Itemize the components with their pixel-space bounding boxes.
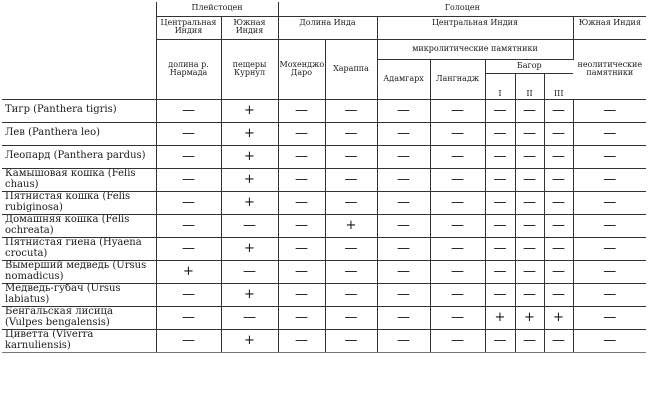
species-rows	[2, 99, 646, 352]
cell-value: —	[544, 168, 573, 191]
table-row	[2, 260, 646, 283]
cell-value: —	[325, 145, 377, 168]
species-name: Лев (Panthera leo)	[2, 122, 156, 145]
cell-value: —	[278, 168, 325, 191]
cell-value: —	[430, 191, 485, 214]
cell-value: —	[377, 168, 430, 191]
cell-value: —	[156, 99, 221, 122]
cell-value: —	[221, 260, 278, 283]
cell-value: —	[573, 306, 646, 329]
cell-value: —	[156, 329, 221, 352]
cell-value: —	[278, 306, 325, 329]
cell-value: —	[278, 237, 325, 260]
table-row	[2, 122, 646, 145]
cell-value: —	[278, 283, 325, 306]
species-header-cell	[2, 2, 156, 99]
cell-value: —	[485, 145, 515, 168]
cell-value: —	[573, 214, 646, 237]
cell-value: +	[221, 99, 278, 122]
species-name: Вымерший медведь (Ursus nomadicus)	[2, 260, 156, 283]
cell-value: —	[515, 329, 544, 352]
cell-value: —	[544, 191, 573, 214]
header-narmada: долина р. Нармада	[156, 39, 221, 99]
cell-value: —	[573, 283, 646, 306]
cell-value: —	[325, 237, 377, 260]
header-pleistocene: Плейстоцен	[156, 2, 278, 16]
species-name: Домашняя кошка (Felis ochreata)	[2, 214, 156, 237]
cell-value: —	[325, 329, 377, 352]
cell-value: —	[485, 214, 515, 237]
cell-value: —	[573, 191, 646, 214]
cell-value: —	[278, 260, 325, 283]
cell-value: —	[156, 283, 221, 306]
cell-value: —	[515, 168, 544, 191]
cell-value: —	[515, 122, 544, 145]
cell-value: —	[325, 306, 377, 329]
cell-value: —	[430, 122, 485, 145]
cell-value: +	[221, 168, 278, 191]
cell-value: —	[573, 329, 646, 352]
cell-value: —	[430, 329, 485, 352]
cell-value: —	[278, 191, 325, 214]
header-neolithic: неолитические памятники	[573, 39, 646, 99]
cell-value: +	[221, 145, 278, 168]
cell-value: —	[573, 260, 646, 283]
cell-value: —	[156, 122, 221, 145]
header-langhnaj: Лангнадж	[430, 59, 485, 99]
cell-value: +	[156, 260, 221, 283]
cell-value: —	[430, 283, 485, 306]
cell-value: —	[573, 122, 646, 145]
cell-value: —	[515, 260, 544, 283]
header-adamgarh: Адамгарх	[377, 59, 430, 99]
species-name: Бенгальская лисица (Vulpes bengalensis)	[2, 306, 156, 329]
cell-value: +	[221, 191, 278, 214]
table-row	[2, 214, 646, 237]
header-indus-valley: Долина Инда	[278, 16, 377, 39]
header-south-india: Южная Индия	[221, 16, 278, 39]
cell-value: —	[278, 145, 325, 168]
cell-value: —	[515, 214, 544, 237]
table-row	[2, 145, 646, 168]
cell-value: —	[221, 214, 278, 237]
cell-value: —	[156, 168, 221, 191]
header-central-india: Центральная Индия	[156, 16, 221, 39]
cell-value: —	[430, 237, 485, 260]
table-row	[2, 283, 646, 306]
cell-value: —	[377, 283, 430, 306]
cell-value: —	[544, 99, 573, 122]
header-holocene: Голоцен	[278, 2, 646, 16]
cell-value: —	[485, 168, 515, 191]
species-name: Пятнистая гиена (Hyaena crocuta)	[2, 237, 156, 260]
cell-value: —	[377, 99, 430, 122]
cell-value: —	[430, 260, 485, 283]
cell-value: —	[515, 237, 544, 260]
table-row	[2, 329, 646, 352]
cell-value: +	[221, 122, 278, 145]
cell-value: —	[377, 237, 430, 260]
header-kurnul: пещеры Курнул	[221, 39, 278, 99]
cell-value: —	[573, 168, 646, 191]
cell-value: —	[325, 168, 377, 191]
cell-value: —	[278, 214, 325, 237]
table-row	[2, 306, 646, 329]
table-row	[2, 191, 646, 214]
cell-value: —	[515, 191, 544, 214]
cell-value: —	[377, 260, 430, 283]
cell-value: —	[544, 260, 573, 283]
cell-value: —	[325, 191, 377, 214]
header-bagor-2: II	[515, 73, 544, 99]
species-name: Леопард (Panthera pardus)	[2, 145, 156, 168]
cell-value: —	[430, 145, 485, 168]
table-row	[2, 237, 646, 260]
cell-value: —	[221, 306, 278, 329]
cell-value: —	[573, 237, 646, 260]
cell-value: —	[278, 99, 325, 122]
cell-value: —	[544, 122, 573, 145]
header-bagor-1: I	[485, 73, 515, 99]
cell-value: —	[485, 237, 515, 260]
header-bagor: Багор	[485, 59, 573, 73]
header-harappa: Хараппа	[325, 39, 377, 99]
cell-value: —	[377, 191, 430, 214]
cell-value: —	[485, 191, 515, 214]
cell-value: —	[485, 283, 515, 306]
header-central-india-holocene: Центральная Индия	[377, 16, 573, 39]
cell-value: —	[156, 145, 221, 168]
cell-value: —	[156, 191, 221, 214]
species-name: Камышовая кошка (Felis chaus)	[2, 168, 156, 191]
cell-value: +	[221, 329, 278, 352]
cell-value: —	[377, 145, 430, 168]
fauna-table	[2, 2, 646, 353]
cell-value: —	[377, 122, 430, 145]
cell-value: —	[544, 329, 573, 352]
header-south-india-holocene: Южная Индия	[573, 16, 646, 39]
cell-value: —	[325, 283, 377, 306]
cell-value: —	[573, 99, 646, 122]
cell-value: —	[156, 214, 221, 237]
species-name: Тигр (Panthera tigris)	[2, 99, 156, 122]
cell-value: —	[544, 237, 573, 260]
cell-value: +	[325, 214, 377, 237]
cell-value: —	[377, 329, 430, 352]
cell-value: +	[221, 283, 278, 306]
species-name: Пятнистая кошка (Felis rubiginosa)	[2, 191, 156, 214]
cell-value: —	[430, 99, 485, 122]
cell-value: —	[278, 122, 325, 145]
cell-value: —	[485, 122, 515, 145]
table-row	[2, 168, 646, 191]
cell-value: —	[156, 237, 221, 260]
cell-value: —	[485, 99, 515, 122]
cell-value: +	[515, 306, 544, 329]
cell-value: —	[485, 329, 515, 352]
cell-value: —	[515, 283, 544, 306]
header-bagor-3: III	[544, 73, 573, 99]
cell-value: —	[377, 306, 430, 329]
cell-value: +	[544, 306, 573, 329]
cell-value: +	[221, 237, 278, 260]
cell-value: —	[430, 214, 485, 237]
cell-value: —	[325, 260, 377, 283]
cell-value: —	[515, 99, 544, 122]
cell-value: —	[515, 145, 544, 168]
cell-value: +	[485, 306, 515, 329]
cell-value: —	[544, 214, 573, 237]
cell-value: —	[278, 329, 325, 352]
cell-value: —	[544, 283, 573, 306]
cell-value: —	[377, 214, 430, 237]
species-name: Циветта (Viverra karnuliensis)	[2, 329, 156, 352]
cell-value: —	[573, 145, 646, 168]
cell-value: —	[325, 99, 377, 122]
cell-value: —	[430, 306, 485, 329]
species-name: Медведь-губач (Ursus labiatus)	[2, 283, 156, 306]
cell-value: —	[325, 122, 377, 145]
cell-value: —	[544, 145, 573, 168]
table-row	[2, 99, 646, 122]
cell-value: —	[156, 306, 221, 329]
cell-value: —	[485, 260, 515, 283]
header-microlithic: микролитические памятники	[377, 39, 573, 59]
header-mohenjo-daro: Мохенджо Даро	[278, 39, 325, 99]
cell-value: —	[430, 168, 485, 191]
